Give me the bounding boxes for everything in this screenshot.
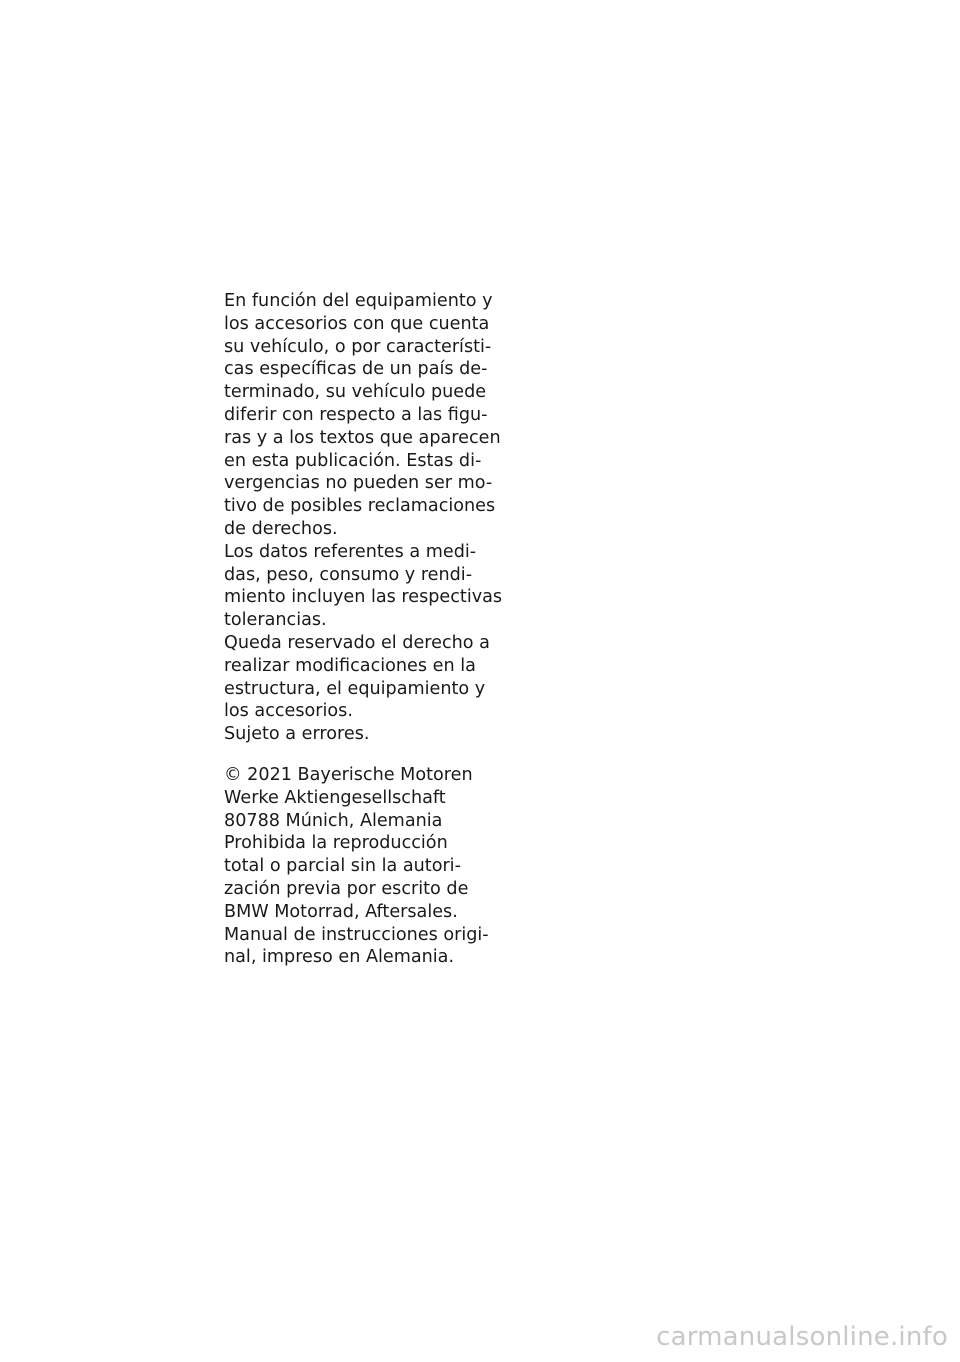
text-line: Manual de instrucciones origi- bbox=[224, 924, 489, 945]
text-line: En función del equipamiento y bbox=[224, 291, 493, 311]
text-line: de derechos. bbox=[224, 518, 338, 539]
text-line: nal, impreso en Alemania. bbox=[224, 947, 455, 968]
text-line: diferir con respecto a las figu- bbox=[224, 404, 488, 425]
text-line: total o parcial sin la autori- bbox=[224, 856, 461, 877]
watermark-text: carmanualsonline.info bbox=[656, 1322, 948, 1352]
text-line: su vehículo, o por característi- bbox=[224, 336, 492, 357]
text-line: los accesorios. bbox=[224, 701, 353, 722]
text-line: Werke Aktiengesellschaft bbox=[224, 787, 446, 808]
text-line: cas específicas de un país de- bbox=[224, 359, 488, 380]
text-line: los accesorios con que cuenta bbox=[224, 313, 490, 334]
text-line: tivo de posibles reclamaciones bbox=[224, 496, 496, 517]
text-line: BMW Motorrad, Aftersales. bbox=[224, 901, 458, 922]
text-column bbox=[224, 290, 503, 969]
text-line: estructura, el equipamiento y bbox=[224, 678, 486, 699]
text-line: Queda reservado el derecho a bbox=[224, 632, 490, 653]
text-line: terminado, su vehículo puede bbox=[224, 382, 487, 403]
text-line: miento incluyen las respectivas bbox=[224, 587, 503, 608]
text-line: Los datos referentes a medi- bbox=[224, 541, 477, 562]
text-line: en esta publicación. Estas di- bbox=[224, 450, 482, 471]
text-line: das, peso, consumo y rendi- bbox=[224, 564, 473, 585]
disclaimer-paragraph bbox=[224, 290, 503, 746]
text-line: © 2021 Bayerische Motoren bbox=[224, 764, 473, 785]
text-line: zación previa por escrito de bbox=[224, 878, 469, 899]
text-line: tolerancias. bbox=[224, 610, 327, 631]
text-line: vergencias no pueden ser mo- bbox=[224, 473, 493, 494]
text-line: ras y a los textos que aparecen bbox=[224, 427, 501, 448]
text-line: Sujeto a errores. bbox=[224, 724, 370, 745]
text-line: Prohibida la reproducción bbox=[224, 833, 448, 854]
text-line: 80788 Múnich, Alemania bbox=[224, 810, 443, 831]
copyright-paragraph bbox=[224, 764, 499, 969]
text-line: realizar modificaciones en la bbox=[224, 655, 476, 676]
paragraph-spacer bbox=[224, 746, 499, 764]
